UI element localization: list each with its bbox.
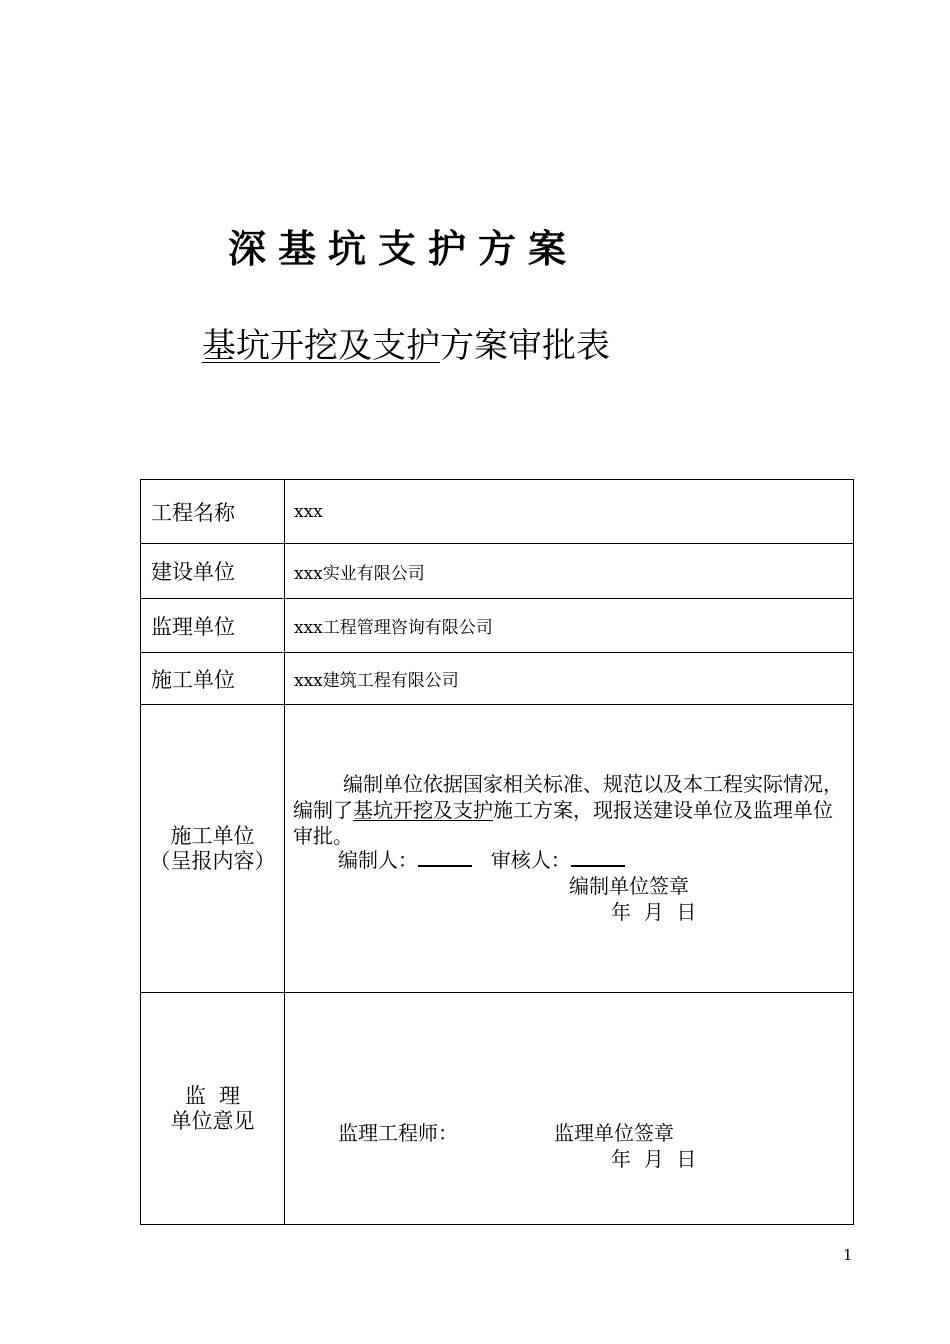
table-row bbox=[141, 653, 854, 705]
submission-date: 年 月 日 bbox=[611, 900, 697, 924]
row-value: xxx bbox=[285, 480, 854, 544]
paragraph-text: 编制单位依据国家相关标准、规范以及本工程实际情况，编制了 bbox=[293, 772, 843, 822]
row-value: xxx实业有限公司 bbox=[285, 544, 854, 599]
submission-paragraph bbox=[285, 771, 853, 849]
table-row bbox=[141, 599, 854, 653]
row-value: xxx建筑工程有限公司 bbox=[285, 653, 854, 705]
paragraph-text-end: 施工方案，现报送建设单位及监理单位审批。 bbox=[293, 798, 833, 848]
form-title-underlined: 基坑开挖及支护 bbox=[202, 326, 440, 366]
approval-form-table bbox=[140, 479, 854, 1225]
document-title: 深基坑支护方案 bbox=[228, 227, 579, 271]
row-value: xxx工程管理咨询有限公司 bbox=[285, 599, 854, 653]
row-label: 建设单位 bbox=[141, 544, 285, 599]
compiler-label: 编制人： bbox=[338, 848, 418, 872]
form-title-rest: 方案审批表 bbox=[440, 326, 610, 366]
supervision-date: 年 月 日 bbox=[611, 1147, 697, 1171]
table-row bbox=[141, 480, 854, 544]
supervision-content bbox=[285, 993, 854, 1225]
supervision-signer-line bbox=[285, 1120, 853, 1146]
signer-line bbox=[285, 847, 853, 873]
page-number: 1 bbox=[843, 1246, 853, 1264]
reviewer-label: 审核人： bbox=[490, 848, 571, 872]
supervision-label-line1: 监 理 bbox=[184, 1083, 241, 1108]
submission-label-line2: （呈报内容） bbox=[149, 848, 276, 873]
paragraph-underlined: 基坑开挖及支护 bbox=[353, 798, 493, 822]
row-label: 监理单位 bbox=[141, 599, 285, 653]
reviewer-blank[interactable] bbox=[571, 847, 625, 867]
form-title bbox=[202, 318, 610, 367]
submission-content bbox=[285, 705, 854, 993]
engineer-label: 监理工程师： bbox=[338, 1121, 458, 1145]
supervision-seal: 监理单位签章 bbox=[554, 1121, 674, 1145]
supervision-label bbox=[141, 993, 285, 1225]
row-label: 施工单位 bbox=[141, 653, 285, 705]
supervision-label-line2: 单位意见 bbox=[170, 1108, 255, 1133]
submission-label bbox=[141, 705, 285, 993]
submission-row bbox=[141, 705, 854, 993]
compiler-blank[interactable] bbox=[418, 847, 472, 867]
row-label: 工程名称 bbox=[141, 480, 285, 544]
supervision-row bbox=[141, 993, 854, 1225]
submission-seal: 编制单位签章 bbox=[569, 874, 689, 898]
table-row bbox=[141, 544, 854, 599]
submission-label-line1: 施工单位 bbox=[170, 823, 255, 848]
